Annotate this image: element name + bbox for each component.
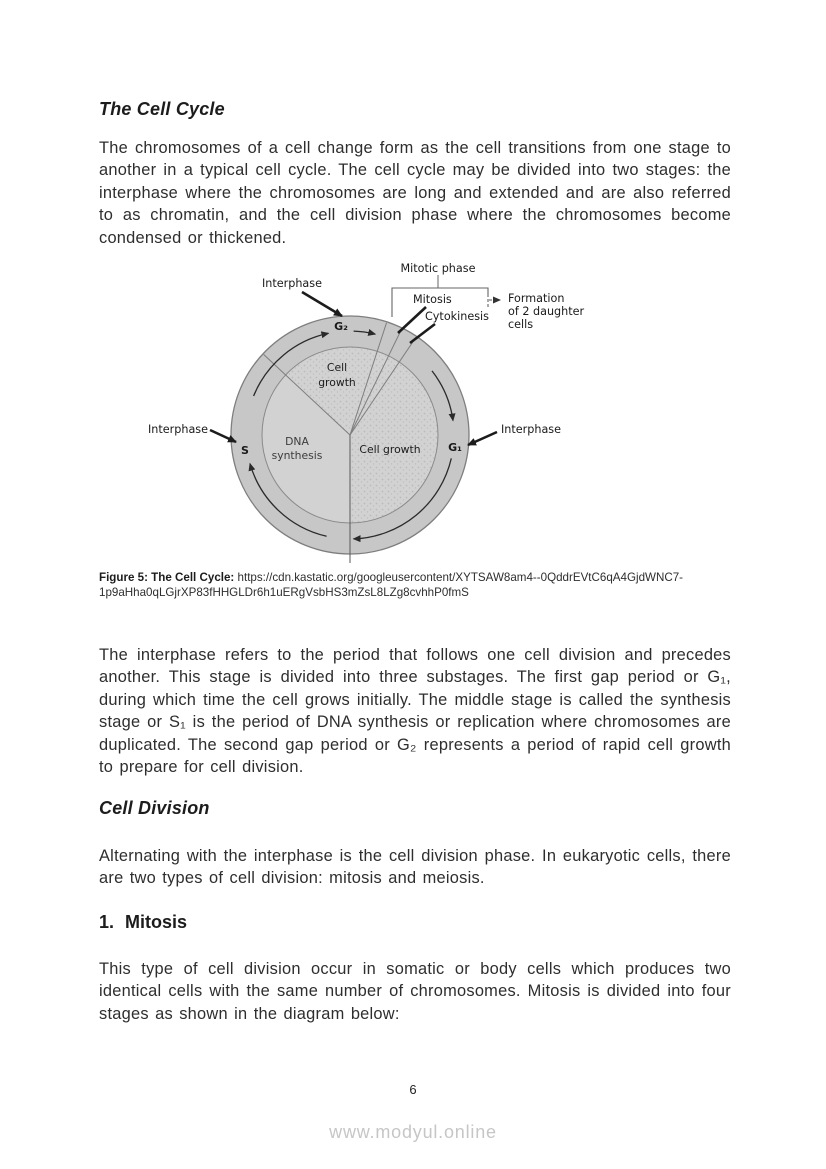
paragraph-cell-cycle-intro: The chromosomes of a cell change form as the cell transitions from one stage to another in a typical cell cycle. The cell cycle may be divided into two stages: the interphase where the chromosomes are long and extended and are also referred to as chromatin, and the cell division phase where the chromosomes become condensed or thickened. bbox=[99, 139, 731, 247]
label-interphase-top: Interphase bbox=[261, 277, 323, 290]
label-cell-growth-top-line2: growth bbox=[318, 376, 356, 389]
label-formation-line2: of 2 daughter bbox=[508, 305, 585, 318]
label-cell-growth-top-line1: Cell bbox=[326, 361, 348, 374]
figure-caption bbox=[99, 571, 739, 600]
ring-label-s: S bbox=[241, 444, 249, 457]
mitosis-pointer-line bbox=[398, 307, 426, 333]
paragraph-mitosis: This type of cell division occur in somatic or body cells which produces two identical cells with the same number of chromosomes. Mitosis is divided into four stages as shown in the diagram below: bbox=[99, 960, 731, 1023]
heading-mitosis-label: Mitosis bbox=[125, 912, 188, 932]
label-mitotic-phase: Mitotic phase bbox=[400, 262, 476, 275]
label-dna-synthesis-line1: DNA bbox=[285, 435, 309, 448]
label-interphase-right: Interphase bbox=[501, 423, 562, 436]
label-cytokinesis: Cytokinesis bbox=[425, 310, 489, 323]
interphase-right-arrow bbox=[468, 432, 497, 445]
paragraph-cell-division: Alternating with the interphase is the cell division phase. In eukaryotic cells, there are two types of cell division: mitosis and meiosis. bbox=[99, 847, 731, 888]
paragraph-interphase: The interphase refers to the period that follows one cell division and precedes another. This stage is divided into three substages. The first gap period or G₁, during which time the cell grows initially. The middle stage is called the synthesis stage or S₁ is the period of DNA synthesis or replication where chromosomes are duplicated. The second gap period or G₂ represents a period of rapid cell growth to prepare for cell division. bbox=[99, 646, 731, 777]
ring-label-g1: G₁ bbox=[448, 441, 462, 454]
figure-caption-label: Figure 5: The Cell Cycle: bbox=[99, 571, 235, 584]
label-mitosis: Mitosis bbox=[413, 293, 452, 306]
label-formation-line1: Formation bbox=[508, 292, 565, 305]
section-title-cell-cycle: The Cell Cycle bbox=[99, 99, 225, 119]
cell-cycle-diagram bbox=[99, 256, 739, 572]
page-number: 6 bbox=[409, 1082, 417, 1097]
interphase-top-arrow bbox=[302, 292, 342, 316]
heading-mitosis bbox=[99, 912, 739, 933]
ring-label-g2: G₂ bbox=[334, 320, 348, 333]
figure-caption-url: https://cdn.kastatic.org/googleusercontent/XYTSAW8am4--0QddrEVtC6qA4GjdWNC7-1p9aHha0qLGjrXP83fHHGLDr6h1uERgVsbHS3mZsL8LZg8cvhhP0fmS bbox=[99, 571, 684, 599]
watermark-url: www.modyul.online bbox=[329, 1122, 497, 1142]
label-formation-line3: cells bbox=[508, 318, 534, 331]
heading-mitosis-number: 1. bbox=[99, 912, 115, 932]
label-dna-synthesis-line2: synthesis bbox=[271, 449, 323, 462]
section-title-cell-division: Cell Division bbox=[99, 798, 210, 818]
label-cell-growth-right: Cell growth bbox=[359, 443, 421, 456]
label-interphase-left: Interphase bbox=[148, 423, 209, 436]
